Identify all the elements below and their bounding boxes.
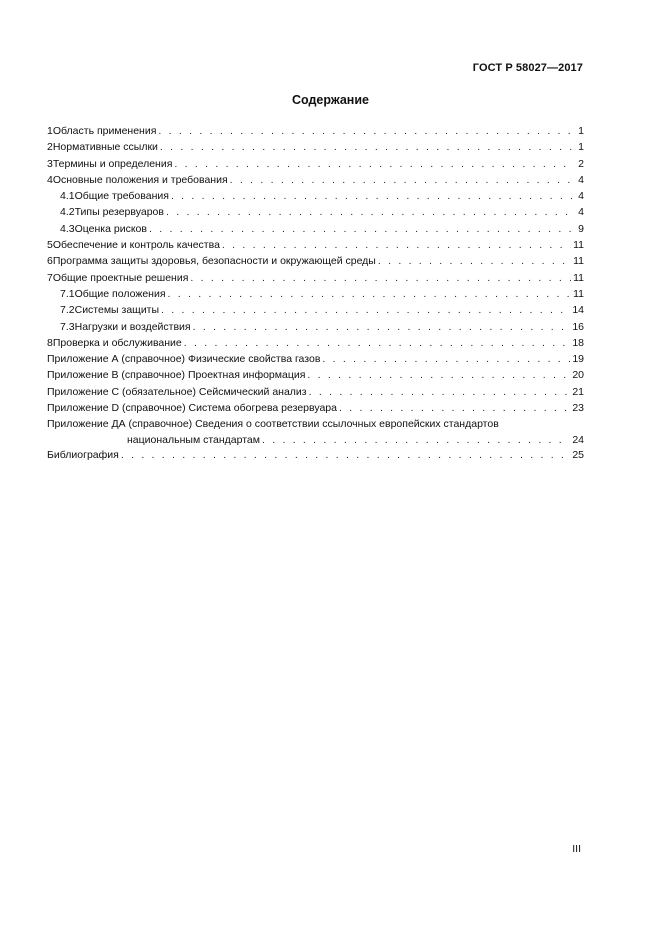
toc-entry[interactable] <box>47 204 584 220</box>
toc-entry-label: Область применения <box>52 125 157 137</box>
dot-leader <box>158 123 574 139</box>
toc-entry-label: Основные положения и требования <box>52 173 228 186</box>
dot-leader <box>190 270 571 286</box>
toc-entry[interactable] <box>47 237 584 253</box>
toc-appendix-entry[interactable] <box>47 400 584 416</box>
toc-entry[interactable] <box>47 319 584 335</box>
toc-entry-number: 7.1 <box>60 287 75 300</box>
toc-entry-label: Типы резервуаров <box>74 206 164 219</box>
toc-entry-page: 24 <box>572 433 584 446</box>
toc-entry-label: Приложение А (справочное) Физические свойства газов <box>47 353 321 366</box>
toc-entry[interactable] <box>47 302 584 318</box>
toc-entry-label: Обеспечение и контроль качества <box>52 239 220 252</box>
toc-entry[interactable] <box>47 156 584 172</box>
toc-entry-label: Программа защиты здоровья, безопасности и окружающей среды <box>52 255 376 268</box>
toc-entry-number: 1 <box>47 125 53 137</box>
dot-leader <box>166 204 574 220</box>
toc-appendix-entry[interactable] <box>47 384 584 400</box>
toc-entry-number: 4.3 <box>60 222 75 235</box>
dot-leader <box>193 319 571 335</box>
dot-leader <box>222 237 571 253</box>
toc-entry-number: 4.1 <box>60 190 75 203</box>
toc-entry[interactable] <box>47 123 584 139</box>
dot-leader <box>339 400 570 416</box>
toc-entry-label: Общие требования <box>74 190 169 203</box>
table-of-contents <box>47 123 584 463</box>
dot-leader <box>309 384 571 400</box>
dot-leader <box>230 172 574 188</box>
toc-entry[interactable] <box>47 172 584 188</box>
dot-leader <box>262 433 570 447</box>
dot-leader <box>149 221 574 237</box>
dot-leader <box>184 335 571 351</box>
toc-entry-page: 11 <box>573 287 584 300</box>
toc-bibliography-entry[interactable] <box>47 447 584 463</box>
toc-entry-label: Приложение В (справочное) Проектная информация <box>47 369 306 382</box>
page-number: III <box>572 843 581 855</box>
toc-entry-page: 11 <box>573 239 584 252</box>
toc-entry-page: 11 <box>573 255 584 268</box>
toc-appendix-entry[interactable] <box>47 416 584 446</box>
toc-entry-number: 7 <box>47 271 53 284</box>
toc-entry-label: Приложение С (обязательное) Сейсмический анализ <box>47 385 307 398</box>
toc-entry-number: 3 <box>47 157 53 170</box>
toc-entry-label: Термины и определения <box>52 157 173 170</box>
toc-entry-number: 4 <box>47 173 53 186</box>
toc-entry-page: 11 <box>573 271 584 284</box>
dot-leader <box>160 139 574 155</box>
toc-entry-label: Общие проектные решения <box>52 271 189 284</box>
toc-entry-page: 21 <box>572 385 584 398</box>
toc-entry[interactable] <box>47 188 584 204</box>
dot-leader <box>171 188 574 204</box>
toc-entry-page: 1 <box>578 125 584 137</box>
toc-entry-number: 7.3 <box>60 320 75 333</box>
dot-leader <box>174 156 574 172</box>
toc-entry-label: Нормативные ссылки <box>52 141 158 154</box>
dot-leader <box>322 351 570 367</box>
toc-entry[interactable] <box>47 253 584 269</box>
toc-entry-page: 14 <box>572 304 584 317</box>
dot-leader <box>378 253 571 269</box>
toc-entry-number: 2 <box>47 141 53 154</box>
toc-entry-label: Общие положения <box>74 287 166 300</box>
toc-entry-label: Библиография <box>47 448 119 461</box>
toc-entry-label: Системы защиты <box>74 304 160 317</box>
toc-entry-page: 2 <box>578 157 584 170</box>
toc-entry-number: 6 <box>47 255 53 268</box>
toc-entry-page: 9 <box>578 222 584 235</box>
toc-entry-page: 18 <box>572 336 584 349</box>
toc-entry[interactable] <box>47 286 584 302</box>
toc-entry-label: Приложение D (справочное) Система обогрева резервуара <box>47 402 337 415</box>
toc-entry-page: 16 <box>572 320 584 333</box>
toc-entry-label-continued: национальным стандартам <box>127 433 260 446</box>
toc-entry-page: 1 <box>578 141 584 154</box>
dot-leader <box>121 447 570 463</box>
toc-entry-label: Проверка и обслуживание <box>52 336 182 349</box>
toc-entry-number: 7.2 <box>60 304 75 317</box>
toc-entry-label: Приложение ДА (справочное) Сведения о соответствии ссылочных европейских стандартов <box>47 418 499 431</box>
document-standard-number: ГОСТ Р 58027—2017 <box>472 62 583 74</box>
toc-entry-number: 4.2 <box>60 206 75 219</box>
toc-title: Содержание <box>291 93 369 107</box>
toc-entry-page: 23 <box>572 402 584 415</box>
toc-entry-label: Нагрузки и воздействия <box>74 320 191 333</box>
toc-appendix-entry[interactable] <box>47 367 584 383</box>
toc-entry-number: 8 <box>47 336 53 349</box>
dot-leader <box>168 286 572 302</box>
toc-entry[interactable] <box>47 270 584 286</box>
dot-leader <box>307 367 570 383</box>
toc-entry-page: 4 <box>578 190 584 203</box>
toc-appendix-entry[interactable] <box>47 351 584 367</box>
toc-entry-number: 5 <box>47 239 53 252</box>
toc-entry[interactable] <box>47 335 584 351</box>
toc-entry-page: 25 <box>572 448 584 461</box>
toc-entry[interactable] <box>47 139 584 155</box>
toc-entry[interactable] <box>47 221 584 237</box>
toc-entry-page: 19 <box>572 353 584 366</box>
toc-entry-page: 4 <box>578 206 584 219</box>
dot-leader <box>161 302 570 318</box>
toc-entry-page: 20 <box>572 369 584 382</box>
toc-entry-label: Оценка рисков <box>74 222 147 235</box>
toc-entry-page: 4 <box>578 173 584 186</box>
